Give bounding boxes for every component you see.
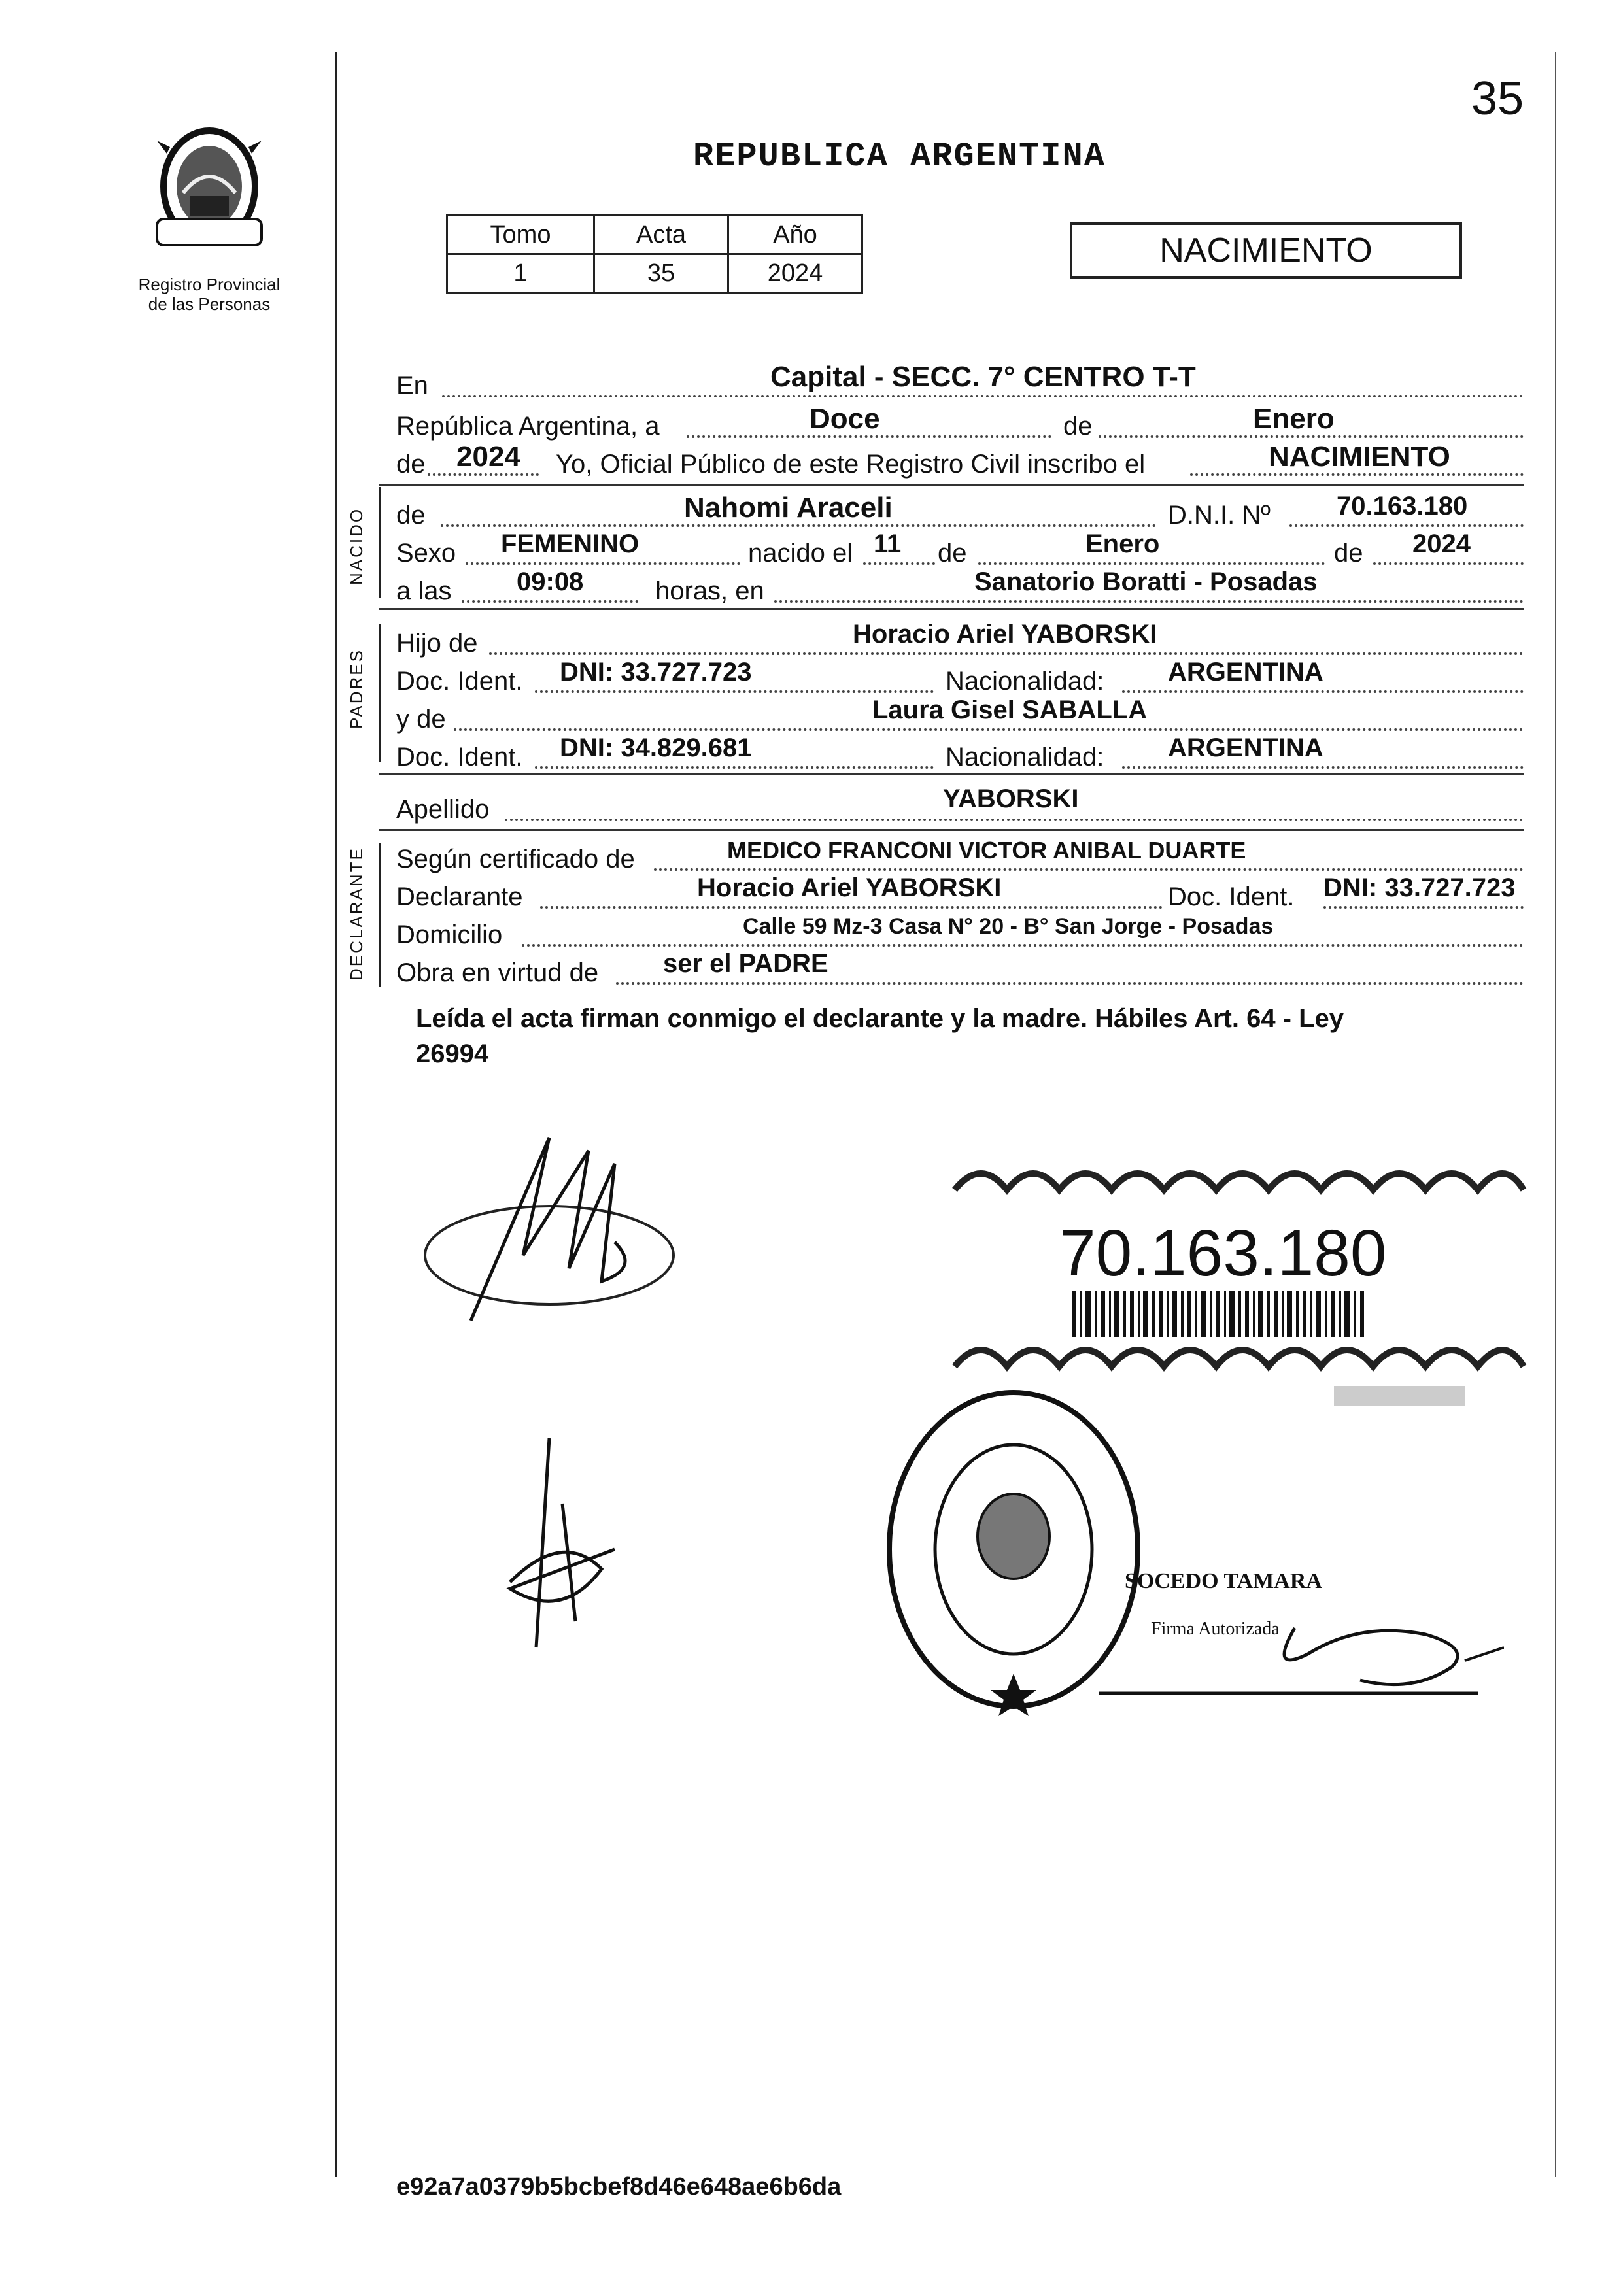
divider-2: [379, 608, 1524, 610]
province-seal-logo: [144, 114, 275, 258]
dots-declarante-doc: [1323, 906, 1524, 909]
id-number-label: [942, 1151, 1530, 1406]
page-number: 35: [1471, 73, 1524, 125]
dots-padre: [489, 652, 1524, 655]
closing-text-line-1: Leída el acta firman conmigo el declarante y la madre. Hábiles Art. 64 - Ley: [416, 1004, 1344, 1033]
label-de4: de: [938, 539, 967, 567]
dots-nac-mes: [978, 562, 1325, 565]
dots-nac-anio: [1373, 562, 1524, 565]
header-anio: Año: [728, 216, 862, 254]
label-nacionalidad2: Nacionalidad:: [946, 743, 1104, 771]
dots-sexo: [466, 562, 740, 565]
value-nac-anio: 2024: [1412, 530, 1471, 558]
declarant-signature: [418, 1124, 693, 1376]
authority-signature: [1085, 1595, 1504, 1716]
dots-certificado: [654, 868, 1524, 871]
id-number-text: 70.163.180: [1059, 1217, 1387, 1290]
mother-signature: [484, 1425, 654, 1664]
registry-caption: [131, 275, 288, 314]
bracket-nacido: [379, 487, 381, 598]
label-padres: PADRES: [347, 649, 366, 729]
value-anio: 2024: [456, 441, 520, 473]
label-de2: de: [396, 450, 426, 479]
dots-padre-nac: [1122, 690, 1524, 693]
label-republica: República Argentina, a: [396, 412, 660, 441]
label-nacionalidad: Nacionalidad:: [946, 667, 1104, 696]
country-title: REPUBLICA ARGENTINA: [693, 137, 1106, 176]
label-sexo: Sexo: [396, 539, 456, 567]
label-alas: a las: [396, 577, 452, 605]
dots-hora: [462, 600, 638, 603]
dots-dia: [687, 435, 1051, 438]
header-tomo: Tomo: [447, 216, 594, 254]
bracket-declarante: [379, 843, 381, 987]
value-madre-doc: DNI: 34.829.681: [560, 734, 752, 762]
doc-type-box: NACIMIENTO: [1070, 222, 1462, 279]
value-obra: ser el PADRE: [663, 949, 828, 978]
oficial-text: Yo, Oficial Público de este Registro Civil inscribo el: [556, 450, 1146, 479]
value-lugar: Sanatorio Boratti - Posadas: [974, 567, 1318, 596]
value-domicilio: Calle 59 Mz-3 Casa N° 20 - B° San Jorge - Posadas: [743, 914, 1274, 939]
value-nac-dia: 11: [874, 530, 902, 558]
dots-madre-nac: [1122, 766, 1524, 769]
dots-apellido: [505, 819, 1524, 821]
dots-padre-doc: [535, 690, 934, 693]
value-padre-nac: ARGENTINA: [1168, 658, 1323, 686]
dots-dni: [1289, 524, 1524, 527]
closing-text-line-2: 26994: [416, 1039, 489, 1068]
value-anio: 2024: [728, 254, 862, 293]
label-de3: de: [396, 501, 426, 530]
value-madre: Laura Gisel SABALLA: [872, 696, 1148, 724]
divider-1: [379, 484, 1524, 486]
header-acta: Acta: [594, 216, 728, 254]
value-tomo: 1: [447, 254, 594, 293]
dots-domicilio: [522, 944, 1524, 947]
value-hora: 09:08: [517, 567, 584, 596]
value-dni: 70.163.180: [1337, 492, 1468, 520]
label-declarante-field: Declarante: [396, 883, 523, 911]
value-acta: 35: [594, 254, 728, 293]
value-nac-mes: Enero: [1085, 530, 1160, 558]
right-margin-line: [1555, 52, 1556, 2177]
label-en: En: [396, 371, 428, 400]
caption-line-2: de las Personas: [148, 294, 271, 314]
document-hash: e92a7a0379b5bcbef8d46e648ae6b6da: [396, 2173, 842, 2201]
label-nacido-el: nacido el: [748, 539, 853, 567]
label-dni: D.N.I. Nº: [1168, 501, 1271, 530]
value-madre-nac: ARGENTINA: [1168, 734, 1323, 762]
value-declarante: Horacio Ariel YABORSKI: [697, 873, 1002, 902]
dots-madre-doc: [535, 766, 934, 769]
label-horas: horas, en: [655, 577, 764, 605]
firma-autorizada: Firma Autorizada: [1151, 1619, 1280, 1639]
label-hijo: Hijo de: [396, 629, 478, 658]
caption-line-1: Registro Provincial: [138, 275, 281, 294]
dots-nac-dia: [863, 562, 935, 565]
divider-3: [379, 773, 1524, 775]
label-apellido: Apellido: [396, 795, 490, 824]
divider-4: [379, 829, 1524, 831]
label-doc3: Doc. Ident.: [1168, 883, 1295, 911]
left-margin-line: [335, 52, 337, 2177]
dots-nombre: [441, 524, 1156, 527]
dots-madre: [454, 728, 1524, 731]
dots-tipo: [1190, 473, 1524, 476]
value-certificado: MEDICO FRANCONI VICTOR ANIBAL DUARTE: [727, 837, 1246, 864]
value-padre: Horacio Ariel YABORSKI: [853, 620, 1157, 649]
value-declarante-doc: DNI: 33.727.723: [1323, 873, 1516, 902]
dots-mes: [1099, 435, 1524, 438]
label-domicilio: Domicilio: [396, 920, 503, 949]
value-en: Capital - SECC. 7° CENTRO T-T: [770, 361, 1196, 393]
label-yde: y de: [396, 705, 446, 734]
value-apellido: YABORSKI: [943, 785, 1079, 813]
value-tipo: NACIMIENTO: [1269, 441, 1450, 473]
label-de: de: [1063, 412, 1093, 441]
dots-en: [442, 395, 1524, 397]
dots-lugar: [774, 600, 1524, 603]
label-certificado: Según certificado de: [396, 845, 635, 873]
label-de5: de: [1334, 539, 1363, 567]
value-sexo: FEMENINO: [501, 530, 640, 558]
label-docident2: Doc. Ident.: [396, 743, 523, 771]
label-nacido: NACIDO: [347, 507, 366, 585]
dots-declarante: [540, 906, 1163, 909]
label-declarante: DECLARANTE: [347, 847, 366, 981]
label-docident: Doc. Ident.: [396, 667, 523, 696]
value-nombre: Nahomi Araceli: [684, 492, 893, 524]
label-obra: Obra en virtud de: [396, 958, 599, 987]
value-mes: Enero: [1253, 403, 1335, 435]
value-dia: Doce: [810, 403, 880, 435]
bracket-padres: [379, 624, 381, 762]
authority-name-stamp: SOCEDO TAMARA: [1125, 1569, 1322, 1593]
dots-anio: [428, 473, 539, 476]
value-padre-doc: DNI: 33.727.723: [560, 658, 752, 686]
registry-table: [446, 214, 863, 294]
dots-obra: [616, 982, 1524, 985]
